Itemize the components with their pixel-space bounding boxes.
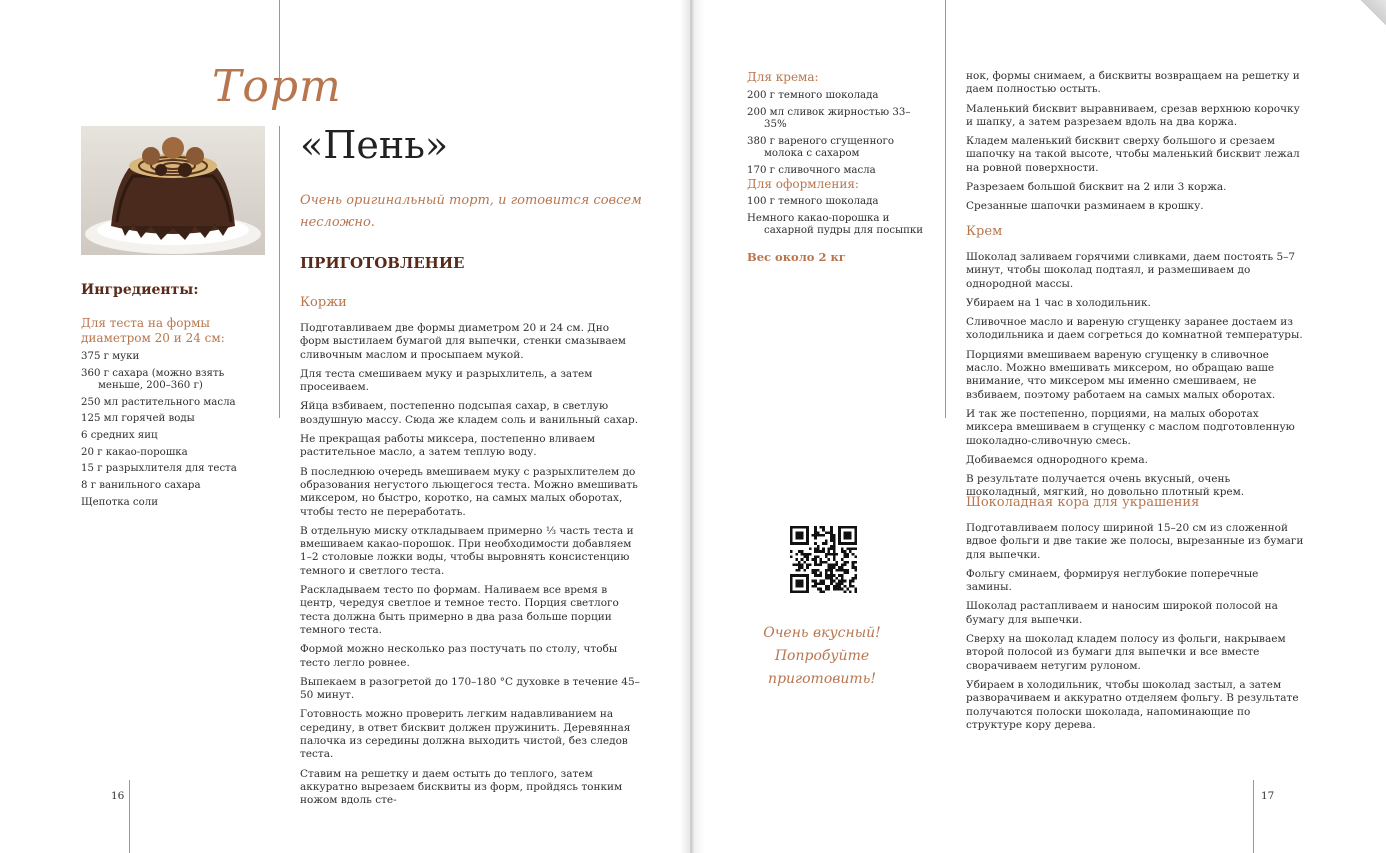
slogan-line: Попробуйте	[774, 648, 870, 664]
ingredient-item: 200 мл сливок жирностью 33–35%	[747, 106, 911, 130]
ingredient-item: 15 г разрыхлителя для теста	[81, 463, 237, 475]
cream-ingredients-list	[747, 90, 932, 181]
paragraph: Подготавливаем две формы диаметром 20 и 24 см. Дно форм выстилаем бумагой для выпечки, стенки смазываем сливочным маслом и просыпаем мукой.	[300, 322, 626, 361]
recipe-title: «Пень»	[300, 123, 449, 167]
footer-rule-left	[129, 780, 130, 853]
tagline: Очень оригинальный торт, и готовится совсем несложно.	[300, 193, 642, 230]
cake-illustration	[81, 126, 265, 255]
paragraph: В результате получается очень вкусный, очень шоколадный, мягкий, но довольно плотный крем.	[966, 473, 1245, 499]
paragraph: Порциями вмешиваем вареную сгущенку в сливочное масло. Можно вмешивать миксером, но обращаю ваше внимание, что миксером мы именно смешиваем, не взбиваем, поэтому работаем на самых малых оборотах.	[966, 348, 1276, 401]
paragraph: В отдельную миску откладываем примерно ⅓ часть теста и вмешиваем какао-порошок. При необходимости добавляем 1–2 столовые ложки воды, чтобы выровнять консистенцию темного и светлого теста.	[300, 524, 634, 577]
ingredient-item: 6 средних яиц	[81, 430, 158, 442]
paragraph: Добиваемся однородного крема.	[966, 453, 1148, 466]
ingredient-item: 125 мл горячей воды	[81, 413, 195, 425]
krem-text	[966, 251, 1306, 506]
paragraph: Шоколад заливаем горячими сливками, даем постоять 5–7 минут, чтобы шоколад подтаял, и размешиваем до однородной массы.	[966, 251, 1296, 290]
qr-code-icon[interactable]	[790, 526, 857, 593]
bark-text	[966, 522, 1306, 738]
ingredient-item: 200 г темного шоколада	[747, 90, 879, 101]
paragraph: Кладем маленький бисквит сверху большого и срезаем шапочку на такой высоте, чтобы маленький бисквит лежал на ровной поверхности.	[966, 135, 1300, 174]
paragraph: Яйца взбиваем, постепенно подсыпая сахар, в светлую воздушную массу. Сюда же кладем соль и ванильный сахар.	[300, 400, 639, 426]
paragraph: Подготавливаем полосу шириной 15–20 см из сложенной вдвое фольги и две такие же полосы, вырезанные из бумаги для выпечки.	[966, 522, 1304, 561]
cream-heading: Для крема:	[747, 70, 819, 84]
paragraph: Не прекращая работы миксера, постепенно вливаем растительное масло, а затем теплую воду.	[300, 433, 595, 459]
ingredient-item: Немного какао-порошка и сахарной пудры для посыпки	[747, 212, 924, 236]
ingredient-item: Щепотка соли	[81, 496, 158, 508]
right-page	[692, 0, 1386, 853]
ingredient-item: 380 г вареного сгущенного молока с сахаром	[747, 135, 894, 159]
title-script: Торт	[212, 61, 342, 112]
paragraph: Раскладываем тесто по формам. Наливаем все время в центр, чередуя светлое и темное тесто. Порция светлого теста должна быть примерно в два раза больше порции темного теста.	[300, 584, 619, 636]
paragraph: нок, формы снимаем, а бисквиты возвращаем на решетку и даем полностью остыть.	[966, 70, 1300, 96]
continued-text	[966, 70, 1306, 220]
paragraph: Фольгу сминаем, формируя неглубокие поперечные замины.	[966, 567, 1259, 594]
paragraph: Ставим на решетку и даем остыть до теплого, затем аккуратно вырезаем бисквиты из форм, пройдясь тонким ножом вдоль сте-	[300, 767, 623, 807]
decor-ingredients-list	[747, 196, 932, 242]
paragraph: Убираем на 1 час в холодильник.	[966, 296, 1151, 309]
cake-photo	[81, 126, 265, 255]
decor-heading: Для оформления:	[747, 177, 859, 191]
paragraph: Формой можно несколько раз постучать по столу, чтобы тесто легло ровнее.	[300, 643, 618, 669]
ingredient-item: 250 мл растительного масла	[81, 396, 236, 408]
page-number-left: 16	[111, 790, 125, 802]
ingredient-item: 8 г ванильного сахара	[81, 480, 201, 492]
preparation-heading: ПРИГОТОВЛЕНИЕ	[300, 254, 465, 272]
column-rule-left	[279, 126, 280, 418]
column-rule-right	[945, 0, 946, 418]
page-number-right: 17	[1261, 790, 1275, 802]
paragraph: В последнюю очередь вмешиваем муку с разрыхлителем до образования негустого льющегося теста. Можно вмешивать миксером, но быстро, коротко, на самых малых оборотах, чтобы тесто не переработать.	[300, 465, 638, 518]
slogan-line: приготовить!	[768, 671, 876, 687]
left-page	[0, 0, 690, 853]
paragraph: Выпекаем в разогретой до 170–180 °С духовке в течение 45–50 минут.	[300, 675, 640, 702]
ingredient-item: 360 г сахара (можно взять меньше, 200–360 г)	[81, 367, 225, 391]
slogan	[732, 622, 912, 691]
bark-heading: Шоколадная кора для украшения	[966, 495, 1200, 510]
paragraph: Сливочное масло и вареную сгущенку заранее достаем из холодильника и даем согреться до комнатной температуры.	[966, 316, 1303, 342]
krem-heading: Крем	[966, 224, 1003, 239]
korzhi-heading: Коржи	[300, 295, 347, 310]
footer-rule-right	[1253, 780, 1254, 853]
paragraph: Срезанные шапочки разминаем в крошку.	[966, 200, 1204, 213]
ingredients-heading: Ингредиенты:	[81, 282, 199, 298]
paragraph: И так же постепенно, порциями, на малых оборотах миксера вмешиваем в сгущенку с маслом подготовленную шоколадно-сливочную смесь.	[966, 407, 1295, 447]
paragraph: Готовность можно проверить легким надавливанием на середину, в ответ бисквит должен пружинить. Деревянная палочка из середины должна выходить чистой, без следов теста.	[300, 708, 631, 761]
korzhi-text	[300, 322, 640, 814]
ingredient-item: 20 г какао-порошка	[81, 446, 188, 458]
paragraph: Шоколад растапливаем и наносим широкой полосой на бумагу для выпечки.	[966, 600, 1278, 626]
ingredient-item: 375 г муки	[81, 351, 140, 362]
ingredient-item: 100 г темного шоколада	[747, 196, 879, 207]
paragraph: Для теста смешиваем муку и разрыхлитель, а затем просеиваем.	[300, 367, 593, 394]
weight-label: Вес около 2 кг	[747, 250, 846, 264]
paragraph: Маленький бисквит выравниваем, срезав верхнюю корочку и шапку, а затем разрезаем вдоль на два коржа.	[966, 102, 1300, 128]
slogan-line: Очень вкусный!	[763, 625, 881, 641]
paragraph: Сверху на шоколад кладем полосу из фольги, накрываем второй полосой из бумаги для выпечки и все вместе сворачиваем нетугим рулоном.	[966, 633, 1286, 672]
dough-ingredients-list	[81, 351, 271, 514]
paragraph: Убираем в холодильник, чтобы шоколад застыл, а затем разворачиваем и аккуратно отделяем фольгу. В результате получаются полоски шоколада, напоминающие по структуре кору дерева.	[966, 678, 1299, 731]
dough-heading: Для теста на формы диаметром 20 и 24 см:	[81, 316, 225, 345]
ingredient-item: 170 г сливочного масла	[747, 164, 876, 176]
paragraph: Разрезаем большой бисквит на 2 или 3 коржа.	[966, 181, 1227, 194]
page-curl	[1356, 0, 1386, 26]
